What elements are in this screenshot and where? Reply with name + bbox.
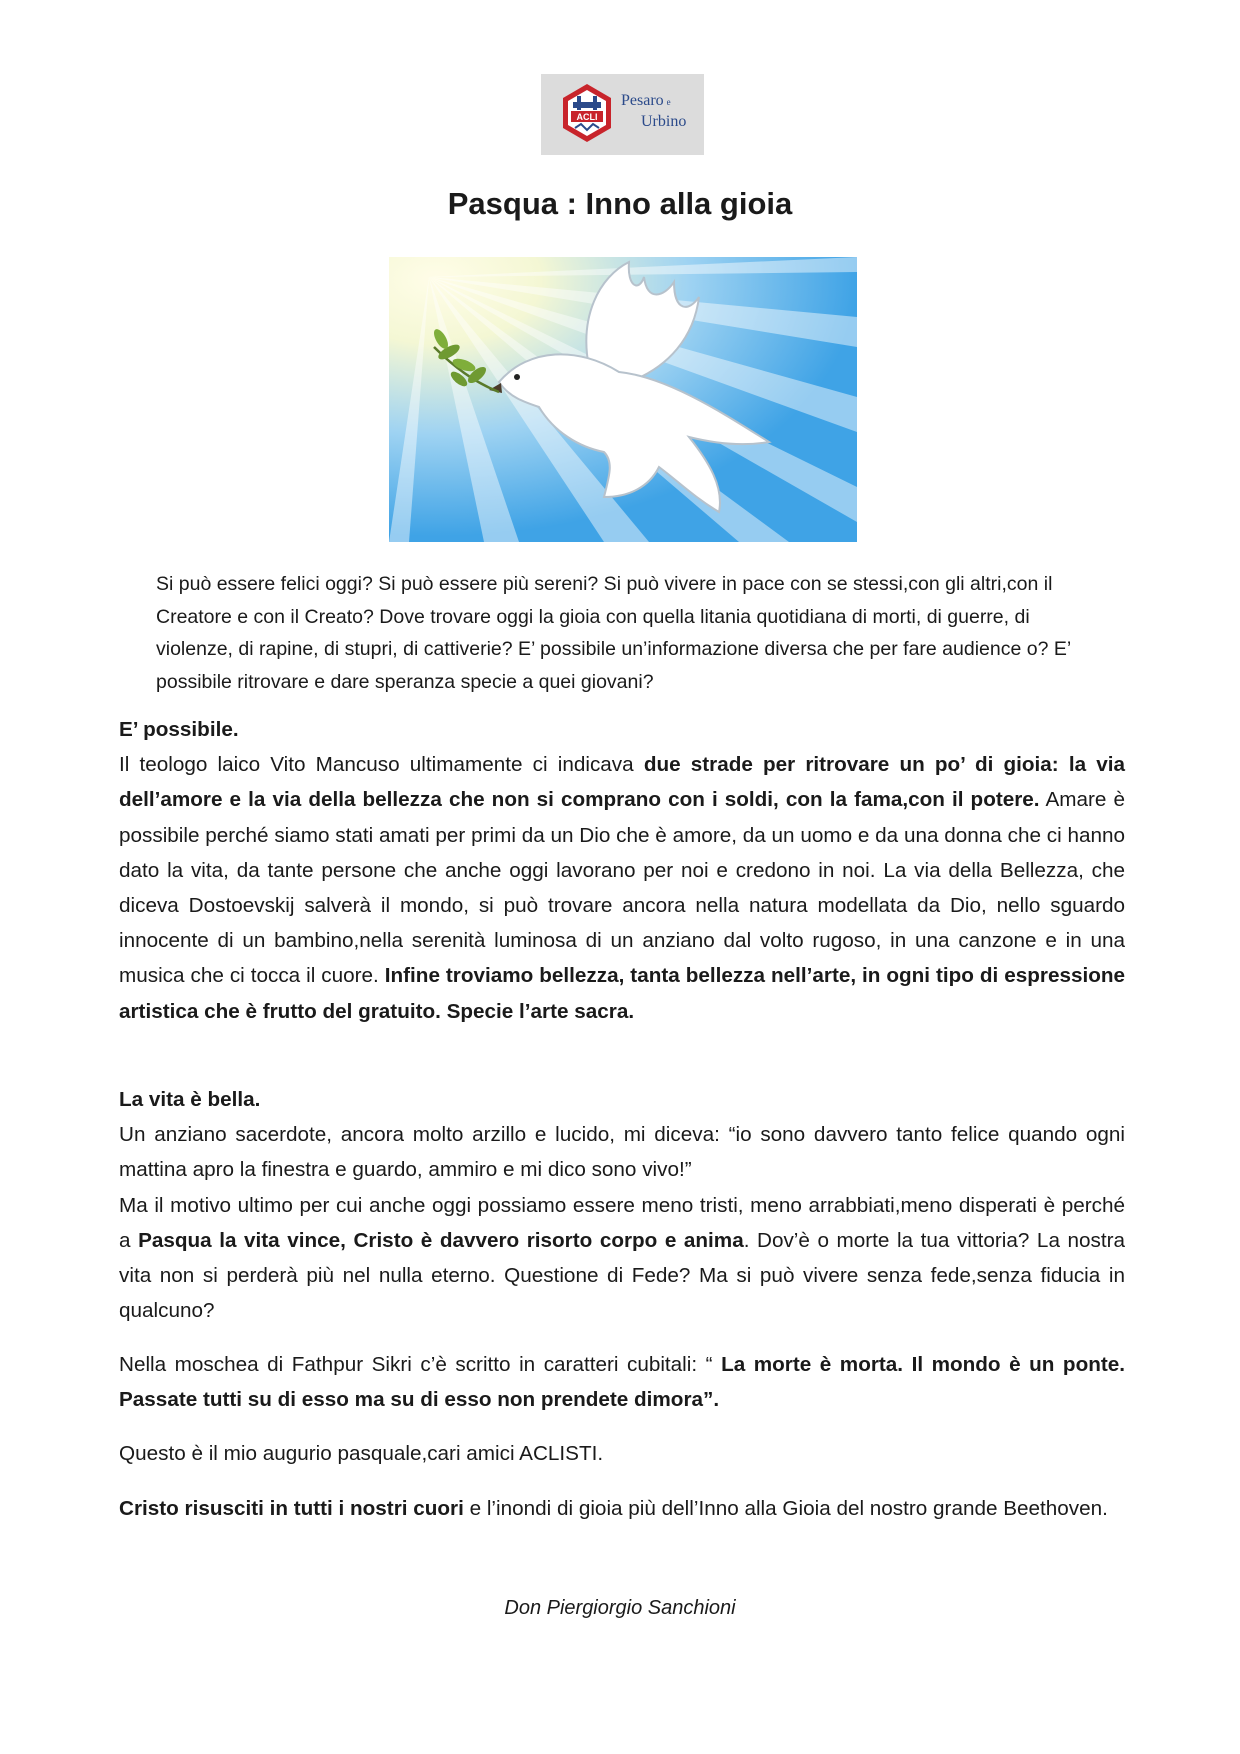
dove-illustration <box>389 257 857 542</box>
section-possibile <box>119 712 1125 1029</box>
section-heading: La vita è bella. <box>119 1088 261 1111</box>
quote-paragraph: Un anziano sacerdote, ancora molto arzillo e lucido, mi diceva: “io sono davvero tanto felice quando ogni mattina apro la finestra e guardo, ammiro e mi dico sono vivo!” <box>119 1123 1125 1182</box>
svg-text:ACLI: ACLI <box>576 112 598 122</box>
acli-logo <box>541 74 704 155</box>
greeting-paragraph: Questo è il mio augurio pasquale,cari amici ACLISTI. <box>119 1442 604 1465</box>
mosque-paragraph: Nella moschea di Fathpur Sikri c’è scritto in caratteri cubitali: “ La morte è morta. Il mondo è un ponte. Passate tutti su di esso ma su di esso non prendete dimora”. <box>119 1353 1125 1412</box>
signature: Don Piergiorgio Sanchioni <box>504 1597 736 1619</box>
section-heading: E’ possibile. <box>119 718 239 741</box>
intro-paragraph <box>156 568 1110 698</box>
logo-line-2: Urbino <box>641 113 687 130</box>
intro-text: Si può essere felici oggi? Si può essere più sereni? Si può vivere in pace con se stessi,con gli altri,con il Creatore e con il Creato? Dove trovare oggi la gioia con quella litania quotidiana di morti, di guerre, di violenze, di rapine, di stupri, di cattiverie? E’ possibile un’informazione diversa che per fare audience o? E’ possibile ritrovare e dare speranza specie a quei giovani? <box>156 573 1071 693</box>
section-paragraph: Ma il motivo ultimo per cui anche oggi possiamo essere meno tristi, meno arrabbiati,meno disperati è perché a Pasqua la vita vince, Cristo è davvero risorto corpo e anima. Dov’è o morte la tua vittoria? La nostra vita non si perderà più nel nulla eterno. Questione di Fede? Ma si può vivere senza fede,senza fiducia in qualcuno? <box>119 1193 1125 1323</box>
section-vita-bella <box>119 1082 1125 1328</box>
acli-emblem-icon <box>559 82 615 144</box>
closing-paragraph: Cristo risusciti in tutti i nostri cuori e l’inondi di gioia più dell’Inno alla Gioia del nostro grande Beethoven. <box>119 1497 1108 1520</box>
page-title: Pasqua : Inno alla gioia <box>447 186 793 221</box>
section-paragraph: Il teologo laico Vito Mancuso ultimamente ci indicava due strade per ritrovare un po’ di gioia: la via dell’amore e la via della bellezza che non si comprano con i soldi, con la fama,con il potere. Amare è possibile perché siamo stati amati per primi da un Dio che è amore, da un uomo e da una donna che ci hanno dato la vita, da tante persone che anche oggi lavorano per noi e credono in noi. La via della Bellezza, che diceva Dostoevskij salverà il mondo, si può trovare ancora nella natura modellata da Dio, nello sguardo innocente di un bambino,nella serenità luminosa di un anziano dal volto rugoso, in una canzone e in una musica che ci tocca il cuore. Infine troviamo bellezza, tanta bellezza nell’arte, in ogni tipo di espressione artistica che è frutto del gratuito. Specie l’arte sacra. <box>119 753 1126 1023</box>
logo-line-1: Pesaro e <box>621 92 671 109</box>
